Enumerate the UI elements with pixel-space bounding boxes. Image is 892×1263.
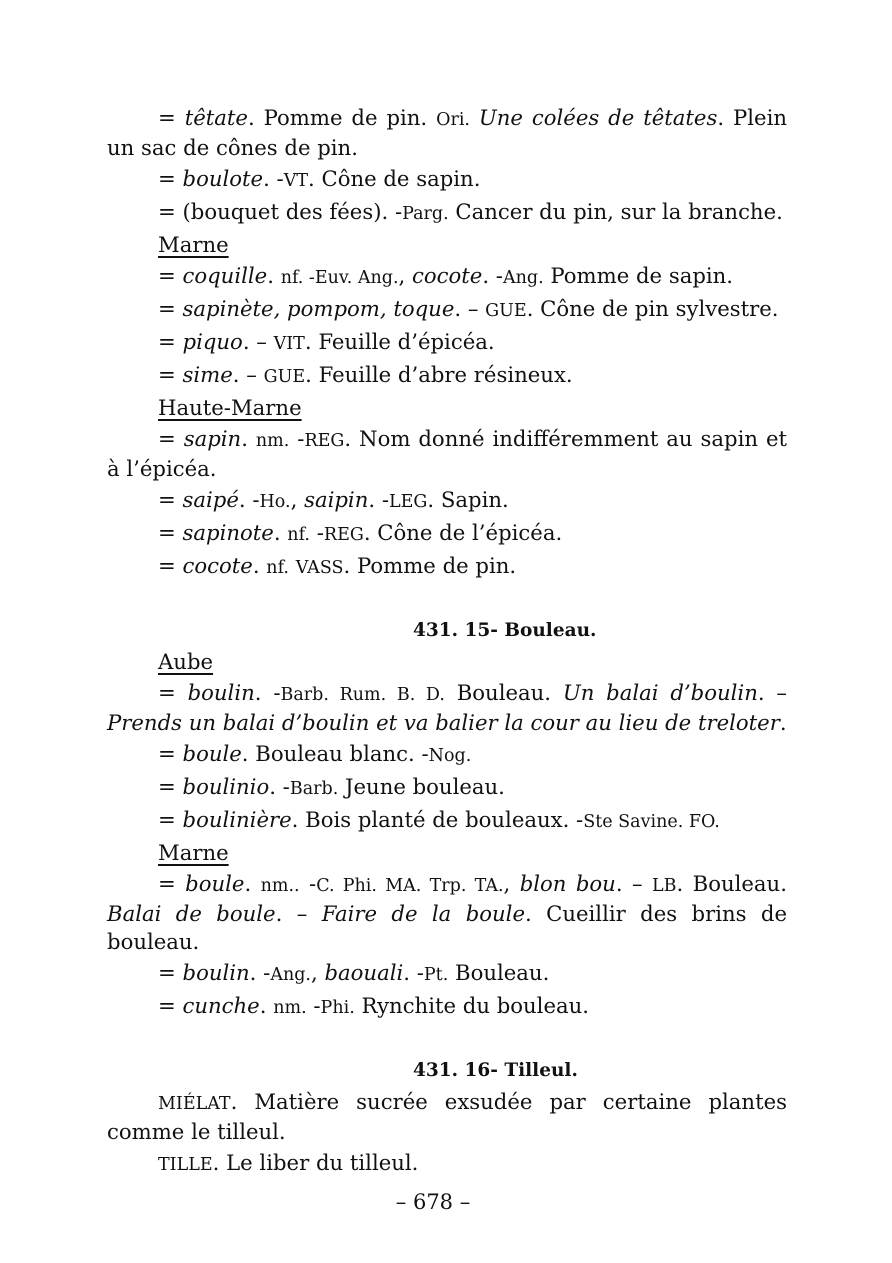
region-heading-aube: Aube	[158, 649, 214, 674]
headword: MIÉLAT	[158, 1094, 231, 1114]
entry-boulin-marne	[107, 959, 787, 989]
locality-abbrev: GUE	[485, 301, 527, 321]
dialect-term: cunche	[182, 993, 260, 1018]
entry-boulote	[107, 165, 787, 195]
example-phrase: Balai de boule	[107, 901, 276, 926]
entry-text: . -	[238, 487, 260, 512]
example-phrase: Une colées de têtates	[478, 105, 718, 130]
locality-abbrev: LEG	[389, 492, 428, 512]
page-body	[107, 104, 787, 1182]
entry-text	[289, 553, 296, 578]
dialect-term: boulin	[187, 680, 255, 705]
entry-mielat	[107, 1088, 787, 1146]
locality-abbrev: VIT	[273, 334, 305, 354]
grammar-abbrev: nf.	[287, 525, 310, 545]
entry-tille	[107, 1149, 787, 1179]
entry-text: -	[306, 993, 321, 1018]
entry-text: . –	[615, 871, 652, 896]
entry-text: =	[158, 362, 183, 387]
dialect-term: boule	[182, 741, 242, 766]
dialect-term: têtate	[184, 105, 248, 130]
region-heading-marne: Marne	[158, 232, 229, 257]
entry-text: ,	[503, 871, 520, 896]
grammar-abbrev: nm.	[255, 431, 290, 451]
entry-text: . Cône de l’épicéa.	[363, 520, 563, 545]
entry-text: =	[158, 960, 183, 985]
entry-text: ,	[311, 960, 325, 985]
entry-text: . –	[275, 901, 322, 926]
entry-text: . -	[269, 774, 290, 799]
entry-text: =	[158, 553, 183, 578]
locality-abbrev: Pt.	[423, 965, 449, 985]
dialect-term: coquille	[182, 263, 268, 288]
entry-coquille	[107, 262, 787, 292]
locality-abbrev: Parg.	[402, 204, 449, 224]
entry-text: .	[259, 993, 274, 1018]
example-phrase: Faire de la boule	[321, 901, 525, 926]
entry-piquo	[107, 328, 787, 358]
entry-text: -	[299, 871, 317, 896]
locality-abbrev: Barb.	[289, 779, 339, 799]
entry-text: =	[158, 166, 183, 191]
example-phrase: Un balai d’boulin	[562, 680, 758, 705]
entry-text: . –	[757, 680, 787, 705]
locality-abbrev: VASS	[295, 558, 344, 578]
entry-boule-aube	[107, 740, 787, 770]
entry-text: =	[158, 426, 184, 451]
locality-abbrev: Ang.	[270, 965, 311, 985]
entry-text: . Nom donné indifféremment au sapin et à l’épicéa.	[107, 426, 787, 481]
entry-text: =	[158, 105, 185, 130]
locality-abbrev: LB	[652, 876, 677, 896]
entry-text: . -	[254, 680, 281, 705]
entry-text: =	[158, 487, 183, 512]
region-heading-marne-2: Marne	[158, 840, 229, 865]
dialect-term: baouali	[324, 960, 404, 985]
dialect-term: sapinète, pompom, toque	[182, 296, 455, 321]
entry-text	[470, 105, 479, 130]
entry-text: Pomme de sapin.	[543, 263, 734, 288]
entry-text: .	[252, 553, 267, 578]
section-heading-bouleau: 431. 15- Bouleau.	[413, 620, 597, 641]
entry-text: -	[289, 426, 305, 451]
dialect-term: boulinio	[182, 774, 270, 799]
entry-text: .	[241, 426, 256, 451]
entry-text: =	[158, 993, 183, 1018]
entry-text: ,	[398, 263, 412, 288]
entry-boule-marne	[107, 870, 787, 956]
entry-text: Rynchite du bouleau.	[354, 993, 590, 1018]
entry-text: =	[158, 680, 188, 705]
entry-text: Bouleau.	[444, 680, 563, 705]
locality-abbrev: nf. -Euv. Ang.	[280, 268, 399, 288]
entry-text: . -	[263, 166, 284, 191]
entry-cunche	[107, 992, 787, 1022]
entry-text: . Le liber du tilleul.	[212, 1150, 419, 1175]
dialect-term: boulin	[182, 960, 250, 985]
entry-text: =	[158, 520, 183, 545]
entry-sapinete	[107, 295, 787, 325]
locality-abbrev: Ang.	[502, 268, 544, 288]
entry-text: . –	[242, 329, 274, 354]
entry-text: . Cône de pin sylvestre.	[526, 296, 779, 321]
entry-text: . Feuille d’abre résineux.	[305, 362, 573, 387]
entry-saipe	[107, 486, 787, 516]
entry-text: .	[273, 520, 288, 545]
entry-text: .	[267, 263, 281, 288]
locality-abbrev: Phi.	[320, 998, 355, 1018]
entry-text: -	[309, 520, 324, 545]
dialect-term: blon bou	[519, 871, 616, 896]
locality-abbrev: VT	[283, 171, 309, 191]
headword: TILLE	[158, 1155, 213, 1175]
entry-text: Jeune bouleau.	[338, 774, 505, 799]
entry-text: Bouleau.	[448, 960, 550, 985]
entry-text: .	[779, 710, 787, 735]
locality-abbrev: Ste Savine. FO.	[583, 812, 720, 832]
dialect-term: boulote	[182, 166, 264, 191]
entry-text: . -	[249, 960, 271, 985]
entry-text: .	[244, 871, 261, 896]
locality-abbrev: Nog.	[428, 746, 472, 766]
example-phrase: Prends un balai d’boulin et va balier la cour au lieu de treloter	[107, 710, 780, 735]
dialect-term: saipé	[182, 487, 239, 512]
dialect-term: boule	[185, 871, 245, 896]
entry-text: = (bouquet des fées). -	[158, 199, 403, 224]
entry-text: =	[158, 741, 183, 766]
dialect-term: saipin	[304, 487, 369, 512]
locality-abbrev: Ori.	[436, 110, 470, 130]
section-heading-tilleul: 431. 16- Tilleul.	[413, 1060, 578, 1081]
entry-text: =	[158, 296, 183, 321]
entry-boulinio	[107, 773, 787, 803]
entry-cocote	[107, 552, 787, 582]
entry-text: =	[158, 329, 183, 354]
grammar-abbrev: nf.	[266, 558, 289, 578]
entry-text: . Pomme de pin.	[343, 553, 517, 578]
entry-boulin-aube	[107, 679, 787, 737]
entry-text: . -	[368, 487, 389, 512]
entry-text: =	[158, 263, 183, 288]
locality-abbrev: REG	[304, 431, 345, 451]
entry-text: =	[158, 871, 186, 896]
locality-abbrev: Ho.	[259, 492, 291, 512]
entry-sime	[107, 361, 787, 391]
entry-text: Cancer du pin, sur la branche.	[448, 199, 783, 224]
entry-bouquet-des-fees	[107, 198, 787, 228]
entry-text: . Bois planté de bouleaux. -	[291, 807, 584, 832]
entry-text: . Cueillir des brins de bouleau.	[107, 901, 787, 954]
entry-text: . –	[232, 362, 264, 387]
entry-text: . Cône de sapin.	[308, 166, 481, 191]
locality-abbrev: Barb. Rum. B. D.	[280, 685, 445, 705]
grammar-abbrev: nm..	[260, 876, 300, 896]
entry-text: . -	[403, 960, 424, 985]
dialect-term: cocote	[182, 553, 253, 578]
page-number: – 678 –	[395, 1190, 471, 1214]
locality-abbrev: REG	[323, 525, 364, 545]
entry-text: ,	[290, 487, 305, 512]
dialect-term: boulinière	[182, 807, 292, 832]
entry-text: . Pomme de pin.	[247, 105, 437, 130]
locality-abbrev: GUE	[263, 367, 306, 387]
grammar-abbrev: nm.	[273, 998, 307, 1018]
entry-sapinote	[107, 519, 787, 549]
dialect-term: cocote	[412, 263, 483, 288]
entry-text: . Sapin.	[427, 487, 509, 512]
entry-text: =	[158, 807, 183, 832]
entry-text: . -	[482, 263, 503, 288]
entry-text: . Bouleau blanc. -	[241, 741, 429, 766]
dialect-term: sapinote	[182, 520, 274, 545]
entry-text: . Plein un sac de cônes de pin.	[107, 105, 787, 160]
region-heading-haute-marne: Haute-Marne	[158, 395, 302, 420]
dialect-term: sapin	[183, 426, 242, 451]
dialect-term: piquo	[182, 329, 243, 354]
entry-bouliniere	[107, 806, 787, 836]
entry-text: . Feuille d’épicéa.	[304, 329, 495, 354]
entry-tetate	[107, 104, 787, 162]
entry-text: . Bouleau.	[676, 871, 787, 896]
dialect-term: sime	[182, 362, 233, 387]
entry-text: =	[158, 774, 183, 799]
entry-sapin	[107, 425, 787, 483]
entry-text: . Matière sucrée exsudée par certaine plantes comme le tilleul.	[107, 1089, 787, 1144]
entry-text: . –	[454, 296, 486, 321]
locality-abbrev: C. Phi. MA. Trp. TA.	[316, 876, 504, 896]
